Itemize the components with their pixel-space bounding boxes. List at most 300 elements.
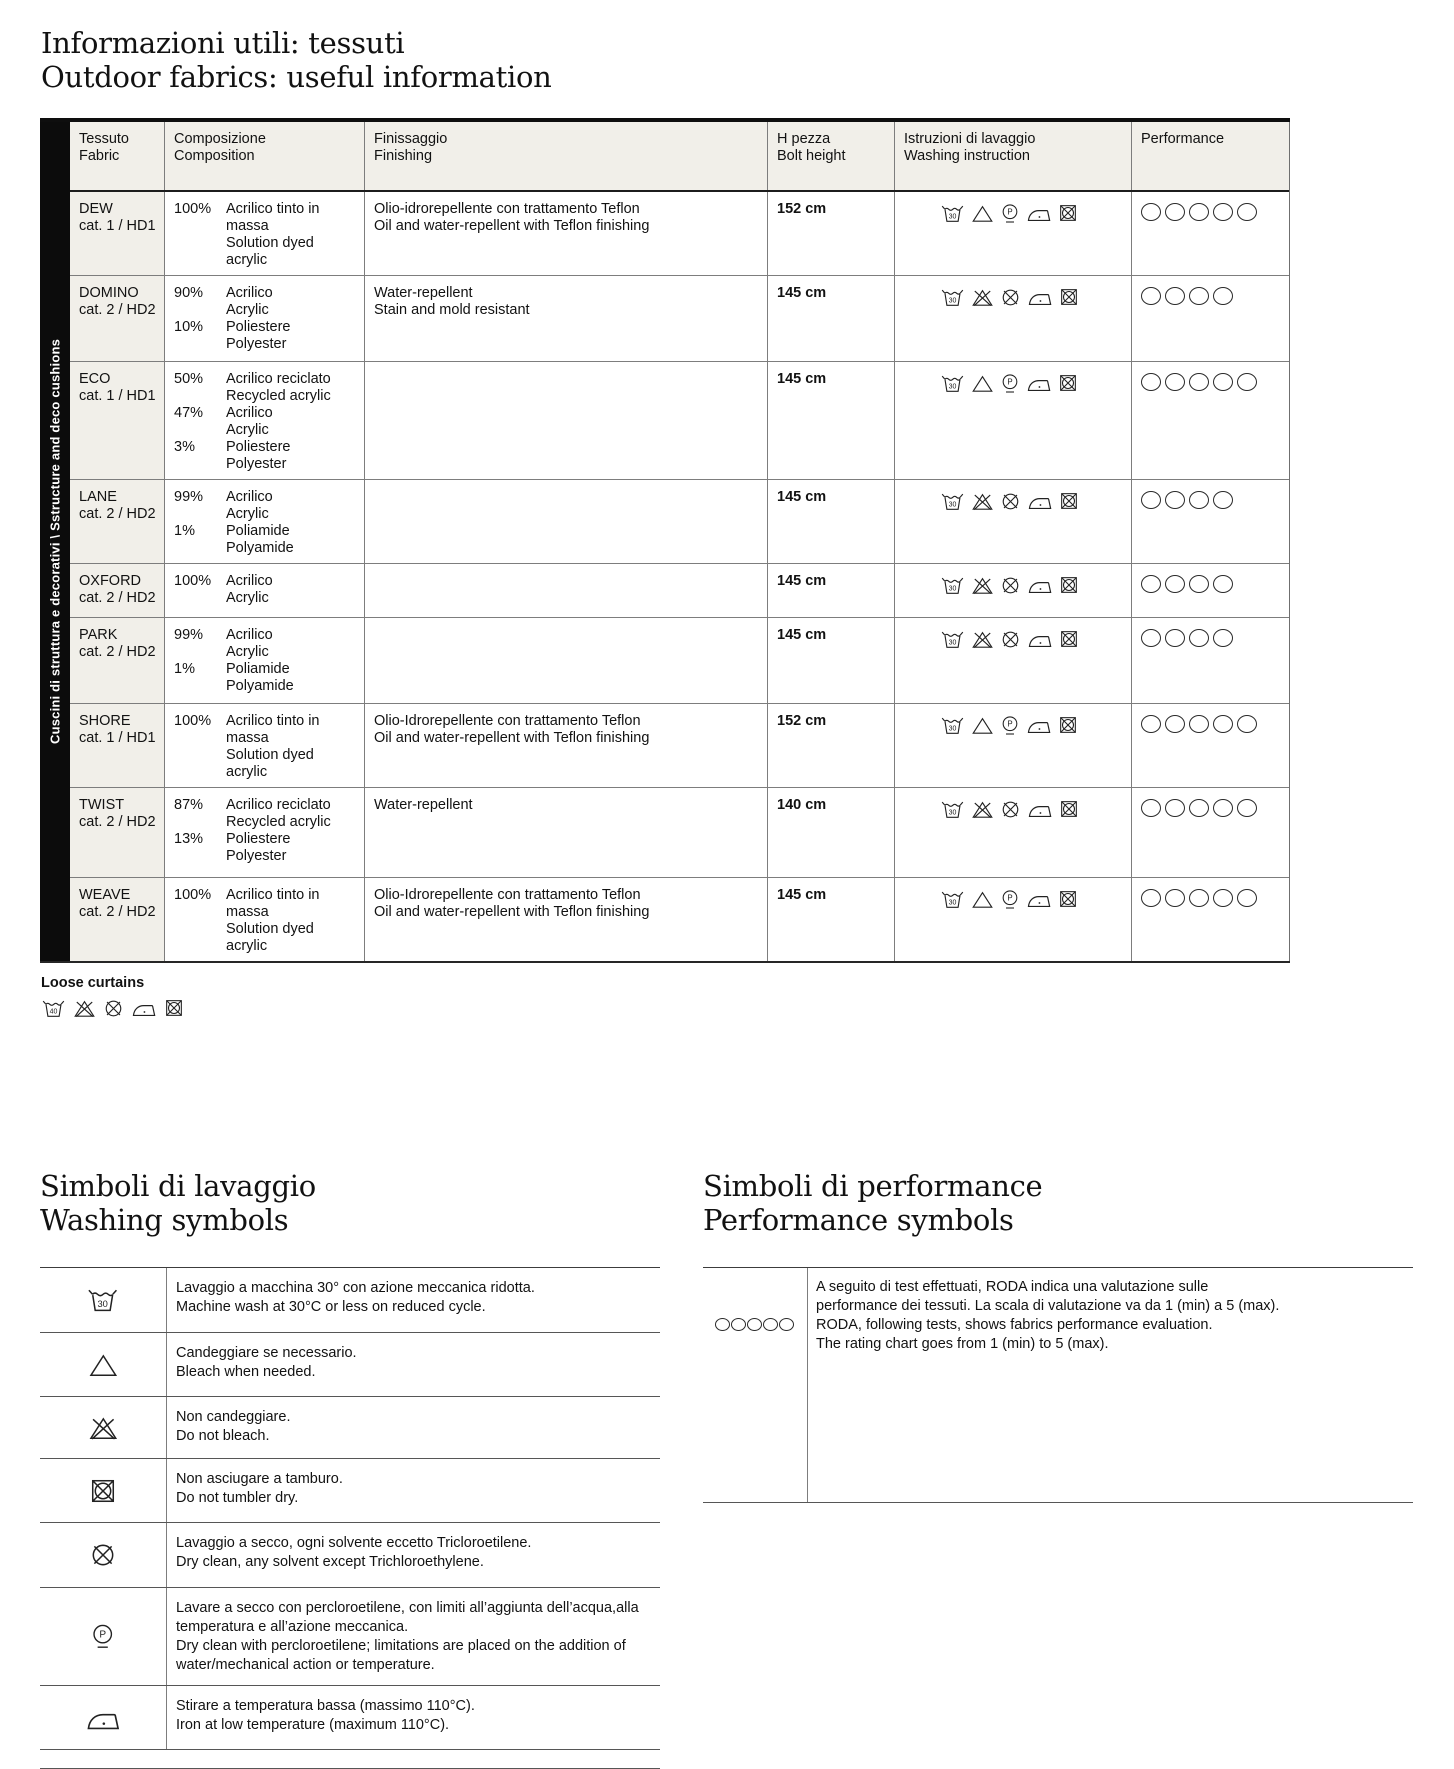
fabric-name-cell xyxy=(70,276,165,361)
wash-30-icon xyxy=(940,629,965,650)
legend-text-en: Machine wash at 30°C or less on reduced cycle. xyxy=(176,1299,486,1315)
header-fabric-it: Tessuto xyxy=(79,131,129,147)
material-it: Acrilico xyxy=(226,627,273,643)
table-row-domino xyxy=(70,276,1289,362)
legend-icon-cell xyxy=(40,1686,167,1749)
fabric-name-cell xyxy=(70,878,165,961)
material-en: Acrylic xyxy=(226,590,269,606)
legend-row xyxy=(40,1459,660,1523)
washing-icons xyxy=(895,878,1132,961)
composition-material xyxy=(226,831,356,865)
svg-text:30: 30 xyxy=(948,899,957,907)
table-row-oxford xyxy=(70,564,1289,618)
material-en: Polyamide xyxy=(226,540,294,556)
svg-text:P: P xyxy=(1007,377,1013,387)
washing-symbols-title-en: Washing symbols xyxy=(40,1203,289,1237)
fabric-name-cell xyxy=(70,788,165,877)
no-bleach-icon xyxy=(971,799,994,820)
svg-text:30: 30 xyxy=(948,639,957,647)
material-it: Poliestere xyxy=(226,319,291,335)
legend-text-it: Lavare a secco con percloroetilene, con limiti all’aggiunta dell’acqua,alla temperatura e all’azione meccanica. xyxy=(176,1600,639,1635)
iron-low-icon xyxy=(1027,799,1053,819)
performance-note-line: RODA, following tests, shows fabrics performance evaluation. xyxy=(816,1317,1213,1333)
performance-rating xyxy=(1132,878,1289,961)
composition-percent: 99% xyxy=(174,627,204,643)
performance-circle xyxy=(1189,203,1209,221)
table-row-eco xyxy=(70,362,1289,480)
bolt-height: 140 cm xyxy=(768,788,895,877)
dry-clean-p-icon xyxy=(90,1623,115,1651)
bolt-height: 145 cm xyxy=(768,362,895,479)
iron-low-icon xyxy=(1027,629,1053,649)
legend-text-it: Stirare a temperatura bassa (massimo 110°C). xyxy=(176,1698,475,1714)
fabric-category: cat. 2 / HD2 xyxy=(79,644,156,660)
material-en: Acrylic xyxy=(226,644,269,660)
performance-circle xyxy=(1141,287,1161,305)
material-en: Acrylic xyxy=(226,506,269,522)
no-tumble-dry-icon xyxy=(1058,889,1078,909)
iron-low-icon xyxy=(131,998,157,1019)
composition-material xyxy=(226,439,356,473)
svg-text:30: 30 xyxy=(948,383,957,391)
no-dry-clean-icon xyxy=(1000,629,1021,650)
header-finishing-it: Finissaggio xyxy=(374,131,448,147)
wash-30-icon xyxy=(86,1286,119,1314)
performance-rating xyxy=(1132,480,1289,563)
legend-icon-cell xyxy=(40,1523,167,1587)
performance-rating xyxy=(1132,564,1289,617)
fabric-category: cat. 2 / HD2 xyxy=(79,302,156,318)
composition-material xyxy=(226,713,356,781)
washing-icons xyxy=(895,618,1132,703)
no-dry-clean-icon xyxy=(1000,799,1021,820)
composition-material xyxy=(226,201,356,269)
performance-circle xyxy=(1189,287,1209,305)
iron-low-icon xyxy=(1026,203,1052,223)
fabric-name-cell xyxy=(70,480,165,563)
performance-circle xyxy=(1213,373,1233,391)
fabric-name: WEAVE xyxy=(79,887,131,903)
composition-cell xyxy=(165,704,365,787)
material-it: Poliestere xyxy=(226,439,291,455)
no-dry-clean-icon xyxy=(103,998,124,1019)
bolt-height: 145 cm xyxy=(768,618,895,703)
no-tumble-dry-icon xyxy=(1059,575,1079,595)
material-en: Acrylic xyxy=(226,302,269,318)
svg-text:30: 30 xyxy=(948,725,957,733)
composition-percent: 100% xyxy=(174,201,212,217)
composition-material xyxy=(226,887,356,955)
header-bolt-en: Bolt height xyxy=(777,148,846,164)
performance-circle xyxy=(1165,889,1185,907)
legend-text xyxy=(167,1523,660,1587)
material-en: Recycled acrylic xyxy=(226,814,331,830)
performance-circle xyxy=(1189,491,1209,509)
legend-row xyxy=(40,1268,660,1333)
legend-row xyxy=(40,1686,660,1750)
fabric-category: cat. 2 / HD2 xyxy=(79,590,156,606)
column-header-finishing xyxy=(365,122,768,190)
performance-circle xyxy=(1165,203,1185,221)
composition-percent: 50% xyxy=(174,371,204,387)
dry-clean-p-icon xyxy=(1000,889,1020,911)
washing-symbols-legend xyxy=(40,1169,660,1769)
legend-row xyxy=(40,1397,660,1459)
no-bleach-icon xyxy=(971,575,994,596)
performance-circle xyxy=(1213,629,1233,647)
composition-cell xyxy=(165,276,365,361)
performance-note-line: The rating chart goes from 1 (min) to 5 (max). xyxy=(816,1336,1109,1352)
finishing-cell xyxy=(365,788,768,877)
finishing-cell xyxy=(365,362,768,479)
performance-circle xyxy=(1141,373,1161,391)
table-row-twist xyxy=(70,788,1289,878)
finishing-en: Oil and water-repellent with Teflon finishing xyxy=(374,218,650,234)
performance-circle xyxy=(1165,575,1185,593)
iron-low-icon xyxy=(85,1704,121,1732)
composition-material xyxy=(226,627,356,661)
fabric-name-cell xyxy=(70,564,165,617)
iron-low-icon xyxy=(1027,287,1053,307)
svg-text:30: 30 xyxy=(97,1298,109,1309)
legend-text-en: Dry clean with percloroetilene; limitations are placed on the addition of water/mechanical action or temperature. xyxy=(176,1638,626,1673)
performance-rating xyxy=(1132,704,1289,787)
iron-low-icon xyxy=(1027,491,1053,511)
performance-symbols-legend xyxy=(703,1169,1413,1503)
legend-text xyxy=(167,1588,660,1685)
composition-percent: 100% xyxy=(174,887,212,903)
washing-icons xyxy=(895,788,1132,877)
material-en: Polyamide xyxy=(226,678,294,694)
material-en: Solution dyed acrylic xyxy=(226,235,314,268)
no-bleach-icon xyxy=(88,1414,119,1442)
finishing-en: Oil and water-repellent with Teflon finishing xyxy=(374,904,650,920)
material-en: Recycled acrylic xyxy=(226,388,331,404)
composition-material xyxy=(226,405,356,439)
dry-clean-p-icon xyxy=(1000,203,1020,225)
iron-low-icon xyxy=(1027,575,1053,595)
legend-text-it: Non asciugare a tamburo. xyxy=(176,1471,343,1487)
performance-circle xyxy=(1213,889,1233,907)
bleach-icon xyxy=(971,715,994,736)
table-row-park xyxy=(70,618,1289,704)
legend-text-en: Do not bleach. xyxy=(176,1428,270,1444)
legend-text xyxy=(167,1333,660,1396)
legend-row xyxy=(40,1588,660,1686)
composition-percent: 100% xyxy=(174,713,212,729)
performance-circle xyxy=(1189,889,1209,907)
material-en: Polyester xyxy=(226,848,287,864)
fabric-table xyxy=(40,118,1290,963)
performance-circle xyxy=(1165,287,1185,305)
material-it: Acrilico xyxy=(226,285,273,301)
svg-text:P: P xyxy=(1007,719,1013,729)
performance-circle xyxy=(1165,629,1185,647)
legend-text-it: Lavaggio a macchina 30° con azione meccanica ridotta. xyxy=(176,1280,535,1296)
bolt-height: 145 cm xyxy=(768,276,895,361)
composition-material xyxy=(226,285,356,319)
composition-cell xyxy=(165,788,365,877)
no-tumble-dry-icon xyxy=(89,1477,117,1505)
performance-circle xyxy=(1141,629,1161,647)
washing-icons xyxy=(895,564,1132,617)
legend-text-en: Iron at low temperature (maximum 110°C). xyxy=(176,1717,450,1733)
no-tumble-dry-icon xyxy=(1059,799,1079,819)
performance-circle xyxy=(1141,715,1161,733)
composition-percent: 90% xyxy=(174,285,204,301)
performance-circle xyxy=(1237,889,1257,907)
performance-circle xyxy=(1165,491,1185,509)
fabric-name: OXFORD xyxy=(79,573,142,589)
material-it: Acrilico reciclato xyxy=(226,797,331,813)
bolt-height: 145 cm xyxy=(768,480,895,563)
composition-material xyxy=(226,797,356,831)
performance-circle xyxy=(1213,799,1233,817)
fabric-category: cat. 2 / HD2 xyxy=(79,814,156,830)
page-title xyxy=(0,0,1454,94)
bolt-height: 152 cm xyxy=(768,192,895,275)
material-it: Acrilico tinto in massa xyxy=(226,887,320,920)
material-en: Polyester xyxy=(226,456,287,472)
performance-circle xyxy=(1237,799,1257,817)
finishing-cell xyxy=(365,618,768,703)
composition-cell xyxy=(165,618,365,703)
no-bleach-icon xyxy=(971,629,994,650)
material-it: Acrilico reciclato xyxy=(226,371,331,387)
performance-legend-text xyxy=(808,1268,1413,1502)
material-en: Solution dyed acrylic xyxy=(226,921,314,954)
performance-circle xyxy=(1237,373,1257,391)
composition-percent: 87% xyxy=(174,797,204,813)
material-it: Acrilico xyxy=(226,405,273,421)
composition-cell xyxy=(165,564,365,617)
composition-cell xyxy=(165,362,365,479)
finishing-it: Water-repellent xyxy=(374,285,473,301)
svg-text:30: 30 xyxy=(948,585,957,593)
no-bleach-icon xyxy=(971,491,994,512)
performance-legend-box xyxy=(703,1267,1413,1503)
washing-icons xyxy=(895,192,1132,275)
washing-icons xyxy=(895,276,1132,361)
svg-text:30: 30 xyxy=(948,213,957,221)
wash-30-icon xyxy=(940,373,965,394)
material-it: Acrilico tinto in massa xyxy=(226,713,320,746)
finishing-cell xyxy=(365,192,768,275)
no-dry-clean-icon xyxy=(1000,491,1021,512)
legend-text-en: Dry clean, any solvent except Trichloroethylene. xyxy=(176,1554,484,1570)
performance-circle xyxy=(1165,715,1185,733)
wash-30-icon xyxy=(940,287,965,308)
table-row-weave xyxy=(70,878,1289,961)
svg-text:30: 30 xyxy=(948,501,957,509)
performance-circle xyxy=(1213,575,1233,593)
legend-text-it: Lavaggio a secco, ogni solvente eccetto Tricloroetilene. xyxy=(176,1535,532,1551)
legend-text-en: Do not tumbler dry. xyxy=(176,1490,299,1506)
material-it: Poliamide xyxy=(226,523,290,539)
fabric-category: cat. 1 / HD1 xyxy=(79,388,156,404)
fabric-name: TWIST xyxy=(79,797,125,813)
header-composition-en: Composition xyxy=(174,148,255,164)
iron-low-icon xyxy=(1026,889,1052,909)
finishing-it: Water-repellent xyxy=(374,797,473,813)
legend-icon-cell xyxy=(40,1588,167,1685)
iron-low-icon xyxy=(1026,715,1052,735)
dry-clean-p-icon xyxy=(1000,373,1020,395)
table-row-shore xyxy=(70,704,1289,788)
material-en: Acrylic xyxy=(226,422,269,438)
performance-note-line: A seguito di test effettuati, RODA indica una valutazione sulle xyxy=(816,1279,1209,1295)
wash-30-icon xyxy=(940,799,965,820)
performance-circle xyxy=(1141,491,1161,509)
fabric-name-cell xyxy=(70,618,165,703)
material-it: Poliestere xyxy=(226,831,291,847)
svg-text:30: 30 xyxy=(948,809,957,817)
performance-circle xyxy=(1189,373,1209,391)
composition-material xyxy=(226,371,356,405)
fabric-name-cell xyxy=(70,362,165,479)
bolt-height: 145 cm xyxy=(768,878,895,961)
table-header-row xyxy=(70,122,1289,192)
loose-curtains-icons xyxy=(41,998,1454,1019)
legend-row xyxy=(40,1523,660,1588)
svg-text:P: P xyxy=(1007,893,1013,903)
legend-row xyxy=(40,1333,660,1397)
performance-circle xyxy=(747,1318,762,1331)
fabric-name-cell xyxy=(70,192,165,275)
performance-rating xyxy=(1132,192,1289,275)
bleach-icon xyxy=(971,373,994,394)
composition-percent: 3% xyxy=(174,439,195,455)
performance-circle xyxy=(1213,491,1233,509)
material-it: Poliamide xyxy=(226,661,290,677)
finishing-cell xyxy=(365,480,768,563)
washing-icons xyxy=(895,704,1132,787)
finishing-en: Stain and mold resistant xyxy=(374,302,530,318)
column-header-washing xyxy=(895,122,1132,190)
composition-percent: 1% xyxy=(174,661,195,677)
wash-40-icon xyxy=(41,998,66,1019)
loose-curtains-label: Loose curtains xyxy=(41,975,145,991)
bleach-icon xyxy=(971,203,994,224)
legend-text xyxy=(167,1268,660,1332)
fabric-name: DEW xyxy=(79,201,113,217)
composition-material xyxy=(226,573,356,607)
fabric-category: cat. 2 / HD2 xyxy=(79,904,156,920)
no-tumble-dry-icon xyxy=(1058,203,1078,223)
fabric-name: DOMINO xyxy=(79,285,139,301)
material-it: Acrilico xyxy=(226,573,273,589)
loose-curtains xyxy=(41,975,1454,1019)
wash-30-icon xyxy=(940,715,965,736)
performance-note-line: performance dei tessuti. La scala di valutazione va da 1 (min) a 5 (max). xyxy=(816,1298,1280,1314)
material-en: Polyester xyxy=(226,336,287,352)
column-header-bolt-height xyxy=(768,122,895,190)
finishing-cell xyxy=(365,704,768,787)
material-en: Solution dyed acrylic xyxy=(226,747,314,780)
finishing-cell xyxy=(365,564,768,617)
performance-circle xyxy=(731,1318,746,1331)
legend-text xyxy=(167,1686,660,1749)
header-finishing-en: Finishing xyxy=(374,148,433,164)
legend-text-it: Candeggiare se necessario. xyxy=(176,1345,357,1361)
composition-material xyxy=(226,523,356,557)
finishing-it: Olio-Idrorepellente con trattamento Teflon xyxy=(374,713,641,729)
wash-30-icon xyxy=(940,575,965,596)
no-dry-clean-icon xyxy=(89,1541,117,1569)
performance-rating xyxy=(1132,788,1289,877)
composition-material xyxy=(226,661,356,695)
composition-material xyxy=(226,489,356,523)
performance-circle xyxy=(1213,287,1233,305)
column-header-composition xyxy=(165,122,365,190)
performance-circle xyxy=(1189,629,1209,647)
iron-low-icon xyxy=(1026,373,1052,393)
bleach-icon xyxy=(971,889,994,910)
performance-circle xyxy=(1141,799,1161,817)
no-tumble-dry-icon xyxy=(1058,715,1078,735)
performance-legend-circles xyxy=(703,1268,808,1502)
fabric-name-cell xyxy=(70,704,165,787)
washing-icons xyxy=(895,362,1132,479)
legend-icon-cell xyxy=(40,1397,167,1458)
no-bleach-icon xyxy=(971,287,994,308)
wash-30-icon xyxy=(940,889,965,910)
performance-circle xyxy=(1189,575,1209,593)
legend-icon-cell xyxy=(40,1333,167,1396)
no-tumble-dry-icon xyxy=(1059,629,1079,649)
header-performance: Performance xyxy=(1141,131,1225,147)
no-bleach-icon xyxy=(73,998,96,1019)
composition-percent: 47% xyxy=(174,405,204,421)
material-it: Acrilico tinto in massa xyxy=(226,201,320,234)
header-bolt-it: H pezza xyxy=(777,131,831,147)
performance-circle xyxy=(763,1318,778,1331)
legend-section xyxy=(40,1169,1454,1769)
composition-percent: 1% xyxy=(174,523,195,539)
finishing-cell xyxy=(365,878,768,961)
bolt-height: 152 cm xyxy=(768,704,895,787)
no-tumble-dry-icon xyxy=(1059,287,1079,307)
finishing-cell xyxy=(365,276,768,361)
header-composition-it: Composizione xyxy=(174,131,266,147)
fabric-category: cat. 1 / HD1 xyxy=(79,218,156,234)
composition-cell xyxy=(165,192,365,275)
table-row-dew xyxy=(70,192,1289,276)
dry-clean-p-icon xyxy=(1000,715,1020,737)
composition-material xyxy=(226,319,356,353)
performance-symbols-title-en: Performance symbols xyxy=(703,1203,1014,1237)
finishing-en: Oil and water-repellent with Teflon finishing xyxy=(374,730,650,746)
fabric-category: cat. 2 / HD2 xyxy=(79,506,156,522)
composition-percent: 13% xyxy=(174,831,204,847)
performance-circle xyxy=(1213,203,1233,221)
performance-circle xyxy=(1165,373,1185,391)
no-tumble-dry-icon xyxy=(1059,491,1079,511)
performance-circle xyxy=(1237,203,1257,221)
performance-rating xyxy=(1132,618,1289,703)
finishing-it: Olio-Idrorepellente con trattamento Teflon xyxy=(374,887,641,903)
performance-circle xyxy=(1165,799,1185,817)
no-tumble-dry-icon xyxy=(1058,373,1078,393)
svg-text:P: P xyxy=(1007,207,1013,217)
fabric-name: LANE xyxy=(79,489,117,505)
legend-text-it: Non candeggiare. xyxy=(176,1409,291,1425)
table-row-lane xyxy=(70,480,1289,564)
svg-text:30: 30 xyxy=(948,297,957,305)
washing-symbols-table xyxy=(40,1267,660,1750)
performance-rating xyxy=(1132,276,1289,361)
header-washing-it: Istruzioni di lavaggio xyxy=(904,131,1036,147)
